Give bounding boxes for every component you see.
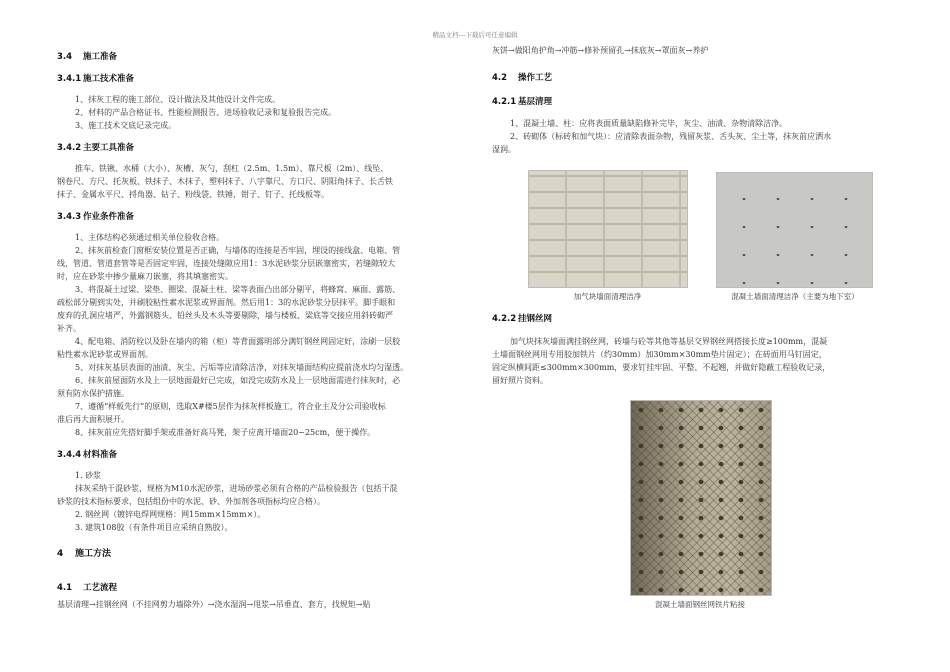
text-line: 1、主体结构必须通过相关单位验收合格。: [75, 233, 225, 242]
section-title: 作业条件准备: [83, 212, 135, 222]
wire-mesh-paragraph: [492, 335, 912, 387]
concrete-wall-photo: [716, 172, 873, 288]
text-line: 准后再大面积展开。: [57, 415, 129, 424]
text-line: 抹灰采纳干混砂浆，规格为M10水泥砂浆，进场砂浆必须有合格的产品检验报告（包括干混: [75, 484, 398, 493]
photo-caption: 加气块墙面清理洁净: [573, 292, 642, 301]
text-line: 补齐。: [57, 324, 81, 333]
heading-4-2-2: [492, 312, 552, 324]
section-title: 施工方法: [75, 549, 112, 559]
heading-4-2: [492, 71, 912, 83]
list-item: 3、施工技术交底记录完成。: [75, 121, 177, 130]
text-line: 须有防水保护措施。: [57, 389, 129, 398]
text-line: 3、将混凝土过梁、梁垫、圈梁、混凝土柱、梁等表面凸出部分剔平，将蜂窝、麻面、露筋、: [75, 285, 401, 294]
section-title: 工艺流程: [83, 583, 118, 593]
text-line: 4、配电箱、消防栓以及卧在墙内的箱（柜）等背面露明部分满钉钢丝网固定好，涂刷一层胶: [75, 337, 401, 346]
text-line: 2. 钢丝网（镀锌电焊网规格：网15mm×15mm×）。: [75, 510, 266, 519]
section-title: 主要工具准备: [83, 143, 135, 153]
work-conditions-paragraph: [57, 231, 472, 439]
heading-3-4-4: [57, 448, 472, 460]
section-number: 4: [57, 549, 64, 559]
text-line: 钢卷尺、方尺、托灰板、铁抹子、木抹子，塑料抹子、八字靠尺、方口尺、阴阳角抹子、长舌铁: [57, 177, 393, 186]
text-line: 7、遵循“样板先行”的原则，选取X#楼5层作为抹灰样板施工，符合业主及分公司验收标: [75, 402, 386, 411]
section-title: 基层清理: [518, 97, 553, 107]
section-number: 3.4.1: [57, 74, 82, 84]
text-line: 疏松部分剔到实处，并刷胶粘性素水泥浆或界面剂。然后用1：3的水泥砂浆分层抹平。脚手眼和: [57, 298, 396, 307]
text-line: 粘性素水泥砂浆或界面剂。: [57, 350, 153, 359]
section-number: 4.2.1: [492, 97, 517, 107]
text-line: 固定纵横间距≤300mm×300mm，要求钉挂牢固、平整、不起翘，并做好隐蔽工程验收记录，: [492, 363, 831, 372]
materials-paragraph: [57, 469, 472, 534]
text-line: 2、抹灰前检查门窗框安装位置是否正确，与墙体的连接是否牢固，埋设的接线盒、电箱、管: [75, 246, 401, 255]
text-line: 湿润。: [492, 145, 516, 154]
text-line: 抹子、金属水平尺、捋角器、钻子、粉线袋、铁锤，钳子、钉子、托线板等。: [57, 190, 329, 199]
text-line: 砂浆的技术指标要求，包括组份中的水泥、砂、外加剂各项指标均应合格）。: [57, 497, 325, 506]
text-line: 2、砖砌体（标砖和加气块）：应清除表面杂物，残留灰浆、舌头灰、尘土等，抹灰前应洒水: [510, 132, 832, 141]
section-number: 3.4: [57, 52, 73, 62]
section-number: 4.1: [57, 583, 73, 593]
section-title: 挂钢丝网: [518, 314, 553, 324]
base-cleaning-paragraph: [492, 117, 912, 156]
text-line: 线，管道、管道套管等是否固定牢固，连接处缝隙应用1：3水泥砂浆分层嵌塞密实，若缝隙较大: [57, 259, 396, 268]
text-line: 时，应在砂浆中掺少量麻刀嵌塞，将其填塞密实。: [57, 272, 233, 281]
process-flow-line2: 灰饼→做阳角护角→冲筋→修补预留孔→抹底灰→罩面灰→养护: [492, 46, 709, 55]
text-line: 土墙面钢丝网用专用胶加铁片（约30mm）加30mm×30mm垫片固定）；在砖面用马钉固定，: [492, 350, 827, 359]
section-number: 3.4.3: [57, 212, 82, 222]
left-column: [57, 44, 472, 611]
text-line: 加气块抹灰墙面满挂钢丝网，砖墙与砼等其他等基层交界钢丝网搭接长度≥100mm，混凝: [510, 337, 828, 346]
photo-caption: 混凝土墙面钢丝网铁片粘接: [655, 600, 745, 609]
page-header: 精品文档---下载后可任意编辑: [432, 31, 518, 39]
process-flow-line1: 基层清理→挂钢丝网（不挂网剪力墙除外）→浇水湿润→甩浆→吊垂直、套方，找规矩→贴: [57, 600, 371, 609]
text-line: 留好照片资料。: [492, 376, 548, 385]
section-number: 4.2: [492, 73, 508, 83]
text-line: 8、抹灰前应先搭好脚手架或准备好高马凳，架子应离开墙面20~25cm，便于操作。: [75, 428, 376, 437]
wire-mesh-wall-photo: [630, 400, 772, 596]
tools-paragraph: [57, 162, 472, 201]
heading-3-4-3: [57, 210, 472, 222]
right-column: [492, 44, 912, 156]
section-number: 3.4.2: [57, 143, 82, 153]
section-number: 4.2.2: [492, 314, 517, 324]
tech-prep-list: [57, 93, 472, 132]
text-line: 1. 砂浆: [75, 471, 102, 480]
heading-4-1: [57, 581, 472, 593]
aerated-block-wall-photo: [528, 170, 688, 288]
heading-3-4-2: [57, 141, 472, 153]
text-line: 6、抹灰前屋面防水及上一层地面最好已完成，如没完成防水及上一层地面需进行抹灰时，必: [75, 376, 401, 385]
section-number: 3.4.4: [57, 450, 82, 460]
heading-3-4: [57, 50, 472, 62]
heading-4-2-1: [492, 95, 912, 107]
heading-4: [57, 546, 472, 559]
section-title: 施工技术准备: [83, 74, 135, 84]
text-line: 推车、铁锹、水桶（大小）、灰槽、灰勺，刮杠（2.5m、1.5m）、靠尺板（2m）、线坠、: [75, 164, 389, 173]
heading-3-4-1: [57, 72, 472, 84]
section-title: 材料准备: [83, 450, 118, 460]
photo-caption: 混凝土墙面清理洁净（主要为地下室）: [731, 292, 859, 301]
text-line: 废弃的孔洞应堵严，外露钢筋头、铅丝头及木头等要剔除，墙与楼板、梁底等交接应用斜砖砌严: [57, 311, 393, 320]
list-item: 2、材料的产品合格证书、性能检测报告、进场验收记录和复验报告完成。: [75, 108, 337, 117]
section-title: 施工准备: [83, 52, 118, 62]
text-line: 3. 建筑108胶（有条件项目应采纳自熟胶）。: [75, 523, 233, 532]
section-title: 操作工艺: [518, 73, 553, 83]
text-line: 5、对抹灰基层表面的油渍、灰尘、污垢等应清除洁净，对抹灰墙面结构应提前浇水均匀湿透。: [75, 363, 409, 372]
list-item: 1、抹灰工程的施工部位、设计做法及其他设计文件完成。: [75, 95, 281, 104]
text-line: 1、混凝土墙、柱：应将表面质量缺陷修补完毕，灰尘、油渍、杂物清除洁净。: [510, 119, 788, 128]
